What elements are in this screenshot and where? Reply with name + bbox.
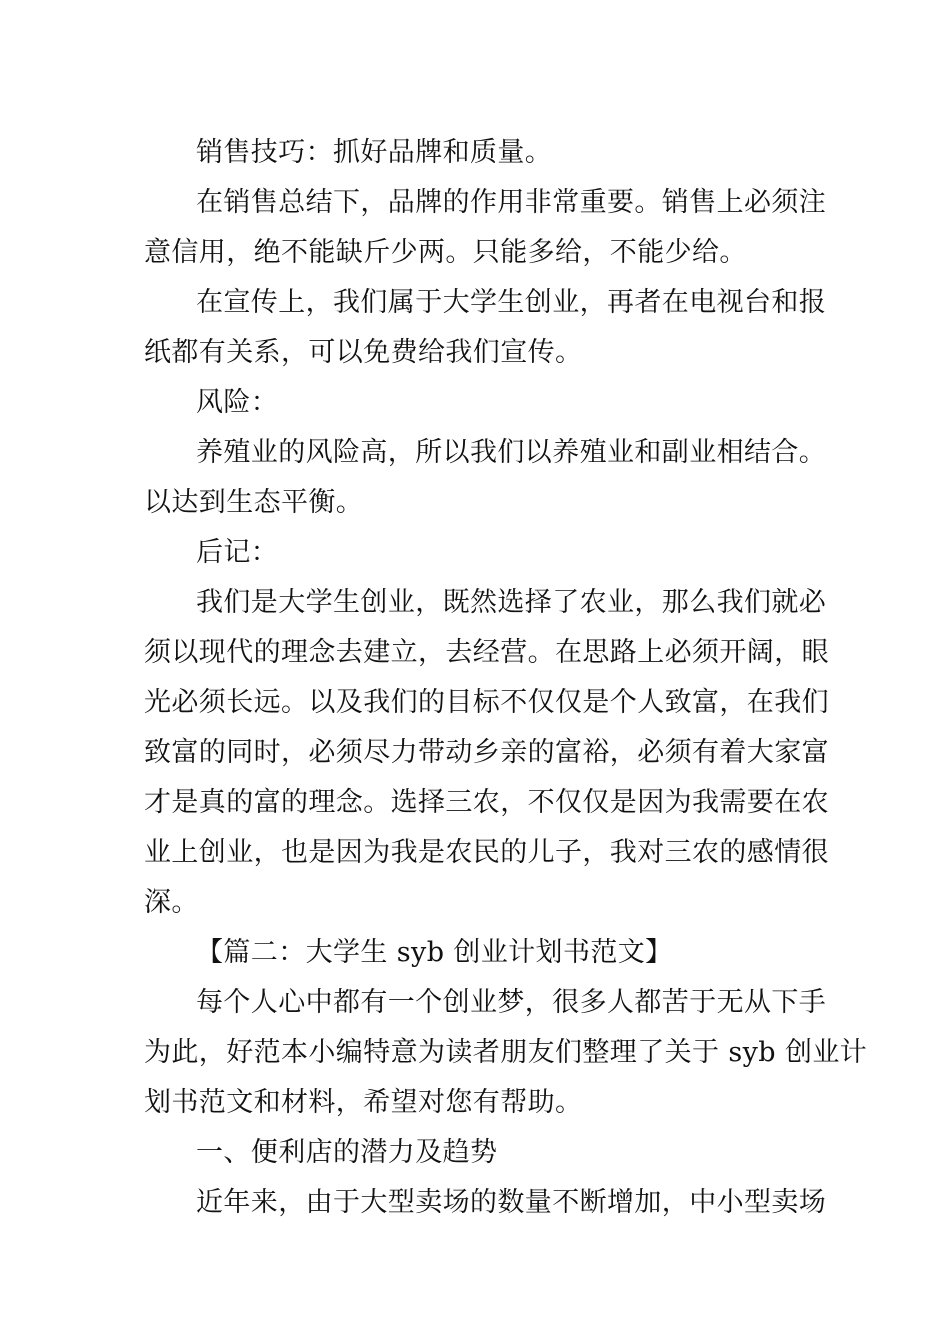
text-line: 在宣传上，我们属于大学生创业，再者在电视台和报 [196, 287, 827, 318]
section-heading: 【篇二：大学生 syb 创业计划书范文】 [196, 937, 673, 968]
text-line: 每个人心中都有一个创业梦，很多人都苦于无从下手 [196, 987, 827, 1018]
text-line: 纸都有关系，可以免费给我们宣传。 [144, 337, 583, 368]
text-line: 为此，好范本小编特意为读者朋友们整理了关于 syb 创业计 [144, 1037, 868, 1068]
text-line: 后记： [196, 537, 279, 568]
text-line: 以达到生态平衡。 [144, 487, 364, 518]
text-line: 业上创业，也是因为我是农民的儿子，我对三农的感情很 [144, 837, 829, 868]
text-line: 致富的同时，必须尽力带动乡亲的富裕，必须有着大家富 [144, 737, 829, 768]
text-line: 意信用，绝不能缺斤少两。只能多给，不能少给。 [144, 237, 747, 268]
text-line: 销售技巧：抓好品牌和质量。 [196, 137, 553, 168]
text-line: 近年来，由于大型卖场的数量不断增加，中小型卖场 [196, 1187, 827, 1218]
text-line: 深。 [144, 887, 199, 918]
text-line: 养殖业的风险高，所以我们以养殖业和副业相结合。 [196, 437, 827, 468]
text-line: 划书范文和材料，希望对您有帮助。 [144, 1087, 583, 1118]
text-line: 须以现代的理念去建立，去经营。在思路上必须开阔，眼 [144, 637, 829, 668]
text-line: 在销售总结下，品牌的作用非常重要。销售上必须注 [196, 187, 827, 218]
text-line: 才是真的富的理念。选择三农，不仅仅是因为我需要在农 [144, 787, 829, 818]
subsection-heading: 一、便利店的潜力及趋势 [196, 1137, 498, 1168]
text-line: 光必须长远。以及我们的目标不仅仅是个人致富，在我们 [144, 687, 829, 718]
text-line: 我们是大学生创业，既然选择了农业，那么我们就必 [196, 587, 827, 618]
text-line: 风险： [196, 387, 279, 418]
